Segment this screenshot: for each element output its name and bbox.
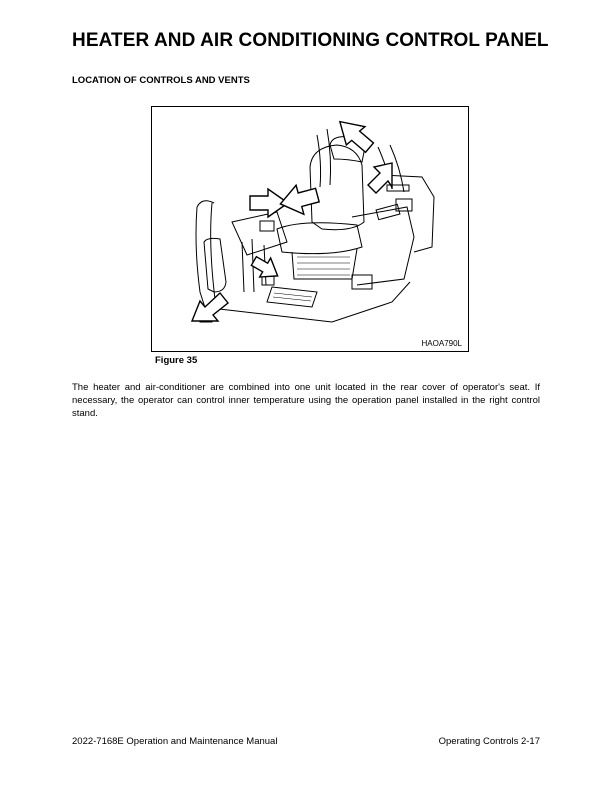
figure-code: HAOA790L <box>421 339 462 348</box>
figure-caption: Figure 35 <box>155 355 198 366</box>
figure-frame <box>151 106 469 352</box>
rear-panel <box>382 175 434 252</box>
left-console <box>232 212 287 255</box>
arrow-right-upper <box>368 163 392 193</box>
seat-base-ribs <box>297 257 350 275</box>
arrow-lower-left <box>192 293 228 321</box>
floor-step <box>352 275 372 289</box>
footer-page-number: Operating Controls 2-17 <box>438 736 540 747</box>
cab-floor-edge <box>202 282 410 322</box>
footer-manual-title: 2022-7168E Operation and Maintenance Manual <box>72 736 278 747</box>
cab-illustration <box>152 107 468 351</box>
page-title: HEATER AND AIR CONDITIONING CONTROL PANEL <box>72 30 549 51</box>
section-heading: LOCATION OF CONTROLS AND VENTS <box>72 75 250 86</box>
cab-pillar-rear <box>317 135 321 187</box>
left-window <box>204 238 226 292</box>
arrow-center <box>277 181 321 220</box>
pedal-ribs <box>273 293 312 301</box>
arrow-top <box>332 111 378 158</box>
rear-vent-slot <box>387 185 409 191</box>
seat-back <box>310 145 364 230</box>
cab-pillar-rear-inner <box>327 129 331 185</box>
left-console-vent <box>260 221 274 231</box>
body-paragraph: The heater and air-conditioner are combined into one unit located in the rear cover of operator's seat. If necessary, the operator can control inner temperature using the operation panel installed in the right control stand. <box>72 382 540 419</box>
